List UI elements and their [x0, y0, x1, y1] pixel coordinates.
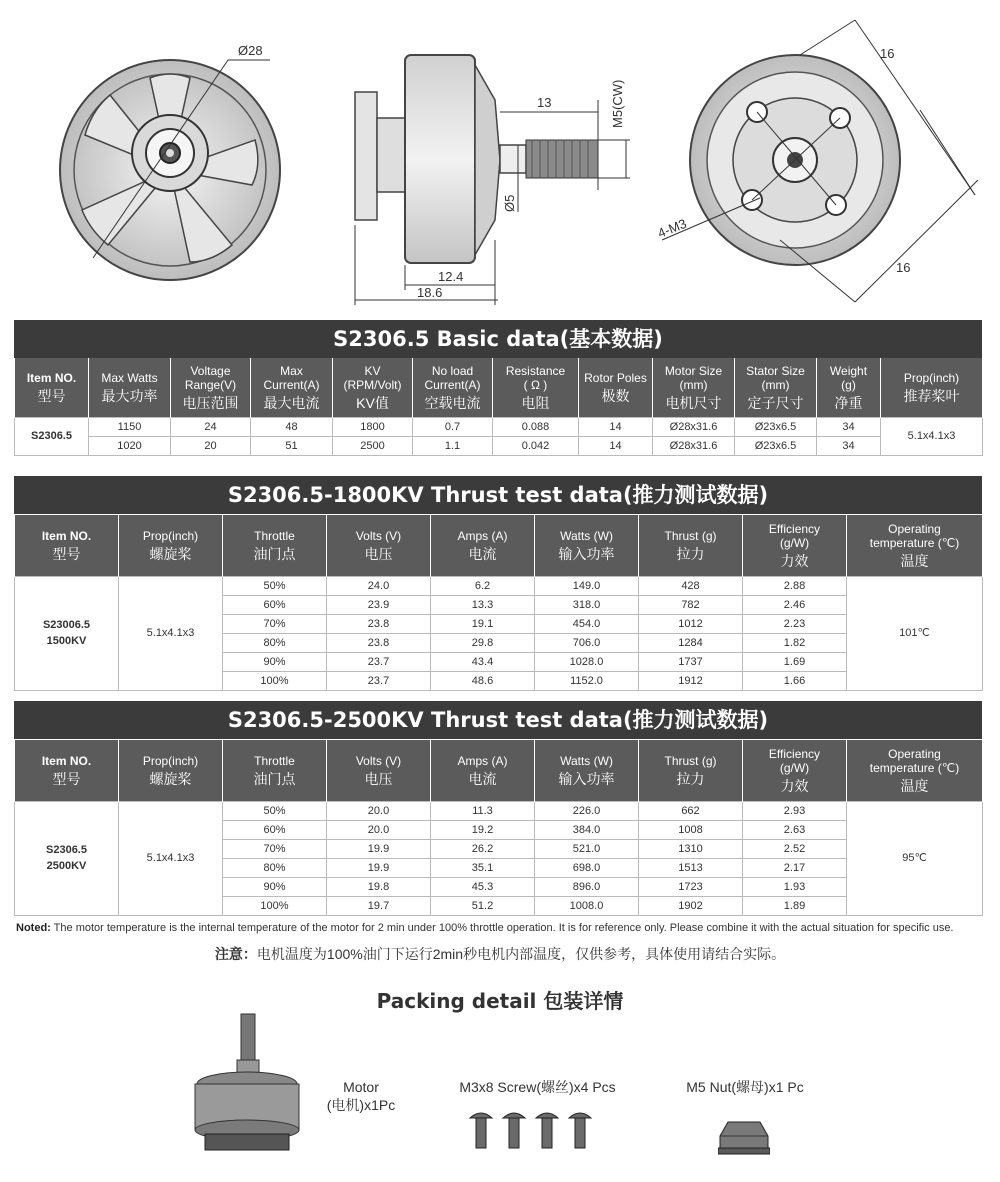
thrust-1800kv-cell: 2.88 — [743, 576, 847, 595]
thrust-1800kv-cell: 24.0 — [327, 576, 431, 595]
length-12-4-label: 12.4 — [438, 269, 464, 284]
thrust-2500kv-cell: 662 — [639, 801, 743, 820]
thrust-1800kv-cell: 428 — [639, 576, 743, 595]
thrust-1800kv-header-en: Thrust (g) — [664, 529, 717, 544]
thrust-2500kv-header-en: Throttle — [254, 754, 295, 769]
mount-16-top-label: 16 — [880, 46, 895, 61]
thrust-2500kv-header-2 — [223, 740, 327, 801]
thrust-2500kv-cell: 80% — [223, 858, 327, 877]
thrust-2500kv-cell: 51.2 — [431, 896, 535, 915]
basic-row-2 — [15, 436, 983, 455]
thrust-2500kv-header-cn: 力效 — [780, 778, 809, 795]
basic-cell: 1150 — [89, 417, 171, 436]
basic-prop-cell: 5.1x4.1x3 — [881, 417, 983, 455]
motor-rear-view — [662, 20, 978, 302]
motor-front-view — [60, 60, 280, 280]
thrust-2500kv-header-1 — [119, 740, 223, 801]
thrust-2500kv-cell: 2.52 — [743, 839, 847, 858]
basic-header-en: KV (RPM/Volt) — [343, 364, 402, 393]
thrust-1800kv-header-1 — [119, 515, 223, 576]
thrust-1800kv-header-en: Item NO. — [41, 529, 92, 544]
thrust-2500kv-cell: 19.9 — [327, 858, 431, 877]
thrust-2500kv-cell: 698.0 — [535, 858, 639, 877]
motor-package-image — [185, 1012, 310, 1162]
thrust-2500kv-temp-cell: 95℃ — [847, 801, 983, 915]
shaft-label: Ø5 — [502, 194, 517, 212]
thrust-1800kv-cell: 1.82 — [743, 633, 847, 652]
thrust-1800kv-cell: 29.8 — [431, 633, 535, 652]
motor-side-view — [355, 55, 630, 305]
basic-cell: 1800 — [333, 417, 413, 436]
basic-header-en: No load Current(A) — [424, 364, 481, 393]
basic-cell: 14 — [579, 417, 653, 436]
thrust-1800kv-header-cn: 油门点 — [253, 546, 296, 563]
thrust-2500kv-cell: 100% — [223, 896, 327, 915]
basic-cell: 34 — [817, 436, 881, 455]
thrust-1800kv-cell: 19.1 — [431, 614, 535, 633]
basic-header-cn: 最大电流 — [263, 395, 320, 412]
thrust-2500kv-header-cn: 拉力 — [676, 771, 705, 788]
thrust-2500kv-row — [15, 801, 983, 820]
thrust-1800kv-header-en: Watts (W) — [560, 529, 613, 544]
thrust-1800kv-cell: 1912 — [639, 671, 743, 690]
thrust-2500kv-header-en: Amps (A) — [457, 754, 508, 769]
basic-header-cn: 最大功率 — [101, 388, 158, 405]
thrust-2500kv-cell: 60% — [223, 820, 327, 839]
basic-header-4 — [333, 358, 413, 417]
thrust-1800kv-header-en: Efficiency (g/W) — [768, 522, 821, 551]
thrust-1800kv-cell: 50% — [223, 576, 327, 595]
thrust-2500kv-cell: 26.2 — [431, 839, 535, 858]
thrust-2500kv-cell: 2.93 — [743, 801, 847, 820]
thrust-2500kv-cell: 50% — [223, 801, 327, 820]
thrust-1800kv-cell: 6.2 — [431, 576, 535, 595]
basic-header-8 — [653, 358, 735, 417]
thrust-1800kv-cell: 782 — [639, 595, 743, 614]
thrust-1800kv-header-row — [15, 515, 983, 576]
basic-cell: 34 — [817, 417, 881, 436]
thrust-2500kv-header-en: Thrust (g) — [664, 754, 717, 769]
nut-label: M5 Nut(螺母)x1 Pc — [686, 1079, 804, 1095]
basic-data-table — [14, 358, 983, 456]
thrust-2500kv-prop-cell: 5.1x4.1x3 — [119, 801, 223, 915]
thrust-1800kv-header-cn: 拉力 — [676, 546, 705, 563]
thrust-1800kv-header-cn: 螺旋桨 — [149, 546, 192, 563]
thrust-1800kv-cell: 1.69 — [743, 652, 847, 671]
thrust-1800kv-cell: 1152.0 — [535, 671, 639, 690]
basic-header-cn: 空载电流 — [424, 395, 481, 412]
thrust-2500kv-item-cell: S2306.5 2500KV — [15, 801, 119, 915]
basic-cell: 14 — [579, 436, 653, 455]
note-text: The motor temperature is the internal temperature of the motor for 2 min under 100% throttle operation. It is for reference only. Please combine it with the actual situation for specific use. — [50, 922, 954, 934]
basic-cell: 0.088 — [493, 417, 579, 436]
thrust-1800kv-header-2 — [223, 515, 327, 576]
basic-cell: Ø28x31.6 — [653, 417, 735, 436]
thrust-1800kv-title: S2306.5-1800KV Thrust test data(推力测试数据) — [14, 476, 982, 514]
thrust-1800kv-cell: 2.46 — [743, 595, 847, 614]
thrust-2500kv-header-en: Efficiency (g/W) — [768, 747, 821, 776]
basic-header-cn: 推荐桨叶 — [903, 388, 960, 405]
note-label: Noted: — [16, 922, 51, 934]
thrust-1800kv-prop-cell: 5.1x4.1x3 — [119, 576, 223, 690]
basic-header-11 — [881, 358, 983, 417]
thrust-1800kv-header-en: Amps (A) — [457, 529, 508, 544]
thrust-1800kv-cell: 23.8 — [327, 614, 431, 633]
thrust-1800kv-header-en: Volts (V) — [355, 529, 402, 544]
thread-label: M5(CW) — [610, 79, 625, 128]
thrust-1800kv-cell: 48.6 — [431, 671, 535, 690]
thrust-1800kv-header-0 — [15, 515, 119, 576]
basic-cell: 2500 — [333, 436, 413, 455]
thrust-1800kv-header-6 — [639, 515, 743, 576]
basic-header-en: Rotor Poles — [584, 371, 647, 386]
thrust-1800kv-header-cn: 输入功率 — [558, 546, 615, 563]
thrust-2500kv-header-cn: 电压 — [364, 771, 393, 788]
note-cn — [0, 944, 1000, 964]
basic-cell: 51 — [251, 436, 333, 455]
basic-header-cn: 电压范围 — [182, 395, 239, 412]
basic-item-cell: S2306.5 — [15, 417, 89, 455]
basic-header-2 — [171, 358, 251, 417]
basic-header-9 — [735, 358, 817, 417]
note-cn-label: 注意： — [214, 946, 257, 962]
basic-header-cn: 定子尺寸 — [747, 395, 804, 412]
thrust-1800kv-header-cn: 力效 — [780, 553, 809, 570]
thrust-1800kv-cell: 23.7 — [327, 652, 431, 671]
basic-header-en: Weight (g) — [829, 364, 868, 393]
thrust-1800kv-cell: 318.0 — [535, 595, 639, 614]
thrust-2500kv-cell: 1008 — [639, 820, 743, 839]
thrust-1800kv-cell: 1737 — [639, 652, 743, 671]
basic-header-cn: KV值 — [356, 395, 389, 412]
note-en — [16, 922, 986, 934]
basic-cell: 20 — [171, 436, 251, 455]
thrust-2500kv-cell: 19.8 — [327, 877, 431, 896]
screw-holes-label: 4-M3 — [655, 215, 689, 241]
thrust-2500kv-cell: 45.3 — [431, 877, 535, 896]
thrust-1800kv-table — [14, 515, 983, 691]
thrust-2500kv-cell: 20.0 — [327, 801, 431, 820]
thrust-2500kv-cell: 90% — [223, 877, 327, 896]
thrust-2500kv-header-cn: 油门点 — [253, 771, 296, 788]
thrust-2500kv-cell: 1513 — [639, 858, 743, 877]
basic-header-1 — [89, 358, 171, 417]
thrust-2500kv-cell: 1.89 — [743, 896, 847, 915]
thrust-2500kv-header-en: Item NO. — [41, 754, 92, 769]
thrust-2500kv-header-4 — [431, 740, 535, 801]
basic-header-10 — [817, 358, 881, 417]
thrust-2500kv-cell: 1310 — [639, 839, 743, 858]
basic-cell: Ø23x6.5 — [735, 417, 817, 436]
thrust-2500kv-header-3 — [327, 740, 431, 801]
basic-header-en: Stator Size (mm) — [746, 364, 805, 393]
motor-label — [318, 1078, 404, 1114]
basic-cell: 48 — [251, 417, 333, 436]
thrust-1800kv-cell: 149.0 — [535, 576, 639, 595]
thrust-2500kv-header-0 — [15, 740, 119, 801]
thrust-1800kv-header-5 — [535, 515, 639, 576]
thrust-1800kv-cell: 23.7 — [327, 671, 431, 690]
basic-header-cn: 极数 — [601, 388, 630, 405]
basic-header-row — [15, 358, 983, 417]
thrust-2500kv-cell: 20.0 — [327, 820, 431, 839]
basic-cell: Ø23x6.5 — [735, 436, 817, 455]
thrust-1800kv-header-7 — [743, 515, 847, 576]
thrust-1800kv-header-en: Throttle — [254, 529, 295, 544]
basic-header-en: Max Current(A) — [263, 364, 320, 393]
packing-title: Packing detail 包装详情 — [376, 989, 624, 1013]
thrust-2500kv-cell: 226.0 — [535, 801, 639, 820]
diameter-label: Ø28 — [238, 43, 263, 58]
thrust-1800kv-cell: 1012 — [639, 614, 743, 633]
thrust-2500kv-cell: 19.9 — [327, 839, 431, 858]
basic-header-en: Prop(inch) — [903, 371, 960, 386]
thrust-1800kv-cell: 1284 — [639, 633, 743, 652]
thrust-1800kv-header-cn: 电压 — [364, 546, 393, 563]
basic-cell: 1.1 — [413, 436, 493, 455]
thrust-2500kv-table — [14, 740, 983, 916]
motor-label-line1: Motor — [343, 1079, 379, 1095]
thrust-1800kv-cell: 70% — [223, 614, 327, 633]
basic-header-cn: 净重 — [834, 395, 863, 412]
basic-cell: 1020 — [89, 436, 171, 455]
thrust-1800kv-cell: 454.0 — [535, 614, 639, 633]
mount-16-bottom-label: 16 — [896, 260, 911, 275]
motor-label-line2: (电机)x1Pc — [326, 1097, 396, 1113]
basic-header-cn: 电机尺寸 — [665, 395, 722, 412]
basic-header-en: Max Watts — [101, 371, 158, 386]
basic-header-en: Voltage Range(V) — [184, 364, 237, 393]
thrust-2500kv-header-cn: 型号 — [52, 771, 81, 788]
thrust-2500kv-cell: 384.0 — [535, 820, 639, 839]
thrust-1800kv-header-3 — [327, 515, 431, 576]
basic-header-en: Item NO. — [26, 371, 77, 386]
thrust-1800kv-temp-cell: 101℃ — [847, 576, 983, 690]
thrust-2500kv-cell: 1.93 — [743, 877, 847, 896]
thrust-2500kv-cell: 19.7 — [327, 896, 431, 915]
thrust-2500kv-cell: 1723 — [639, 877, 743, 896]
thrust-2500kv-cell: 70% — [223, 839, 327, 858]
basic-cell: 0.7 — [413, 417, 493, 436]
thrust-1800kv-cell: 706.0 — [535, 633, 639, 652]
thrust-2500kv-cell: 1902 — [639, 896, 743, 915]
basic-row-1 — [15, 417, 983, 436]
thrust-2500kv-header-en: Operating temperature (℃) — [869, 747, 960, 776]
thrust-1800kv-cell: 100% — [223, 671, 327, 690]
thrust-1800kv-header-en: Prop(inch) — [142, 529, 199, 544]
technical-drawings — [0, 0, 1000, 312]
length-18-6-label: 18.6 — [417, 285, 443, 300]
thrust-1800kv-cell: 80% — [223, 633, 327, 652]
thrust-2500kv-header-8 — [847, 740, 983, 801]
thrust-1800kv-cell: 2.23 — [743, 614, 847, 633]
screw-package-image — [468, 1108, 598, 1156]
thrust-2500kv-header-en: Volts (V) — [355, 754, 402, 769]
thrust-2500kv-header-cn: 螺旋桨 — [149, 771, 192, 788]
length-13-label: 13 — [537, 95, 552, 110]
thrust-1800kv-header-8 — [847, 515, 983, 576]
thrust-1800kv-cell: 60% — [223, 595, 327, 614]
basic-header-5 — [413, 358, 493, 417]
thrust-2500kv-header-cn: 输入功率 — [558, 771, 615, 788]
thrust-1800kv-cell: 1.66 — [743, 671, 847, 690]
thrust-1800kv-header-4 — [431, 515, 535, 576]
thrust-2500kv-header-5 — [535, 740, 639, 801]
thrust-2500kv-header-7 — [743, 740, 847, 801]
thrust-1800kv-item-cell: S23006.5 1500KV — [15, 576, 119, 690]
thrust-2500kv-header-cn: 温度 — [900, 778, 929, 795]
basic-cell: 0.042 — [493, 436, 579, 455]
thrust-1800kv-header-cn: 型号 — [52, 546, 81, 563]
thrust-2500kv-header-row — [15, 740, 983, 801]
thrust-2500kv-header-cn: 电流 — [468, 771, 497, 788]
nut-package-image — [718, 1118, 770, 1156]
thrust-1800kv-cell: 90% — [223, 652, 327, 671]
thrust-2500kv-cell: 521.0 — [535, 839, 639, 858]
thrust-1800kv-cell: 23.8 — [327, 633, 431, 652]
thrust-2500kv-cell: 19.2 — [431, 820, 535, 839]
note-cn-text: 电机温度为100%油门下运行2min秒电机内部温度，仅供参考，具体使用请结合实际。 — [256, 946, 786, 962]
screw-label: M3x8 Screw(螺丝)x4 Pcs — [459, 1079, 616, 1095]
basic-header-6 — [493, 358, 579, 417]
thrust-1800kv-cell: 43.4 — [431, 652, 535, 671]
thrust-1800kv-header-cn: 温度 — [900, 553, 929, 570]
basic-data-title: S2306.5 Basic data(基本数据) — [14, 320, 982, 358]
thrust-1800kv-header-en: Operating temperature (℃) — [869, 522, 960, 551]
basic-cell: 24 — [171, 417, 251, 436]
basic-header-en: Motor Size (mm) — [664, 364, 723, 393]
basic-header-cn: 型号 — [37, 388, 66, 405]
basic-header-7 — [579, 358, 653, 417]
thrust-2500kv-cell: 35.1 — [431, 858, 535, 877]
thrust-2500kv-cell: 896.0 — [535, 877, 639, 896]
thrust-2500kv-cell: 2.63 — [743, 820, 847, 839]
basic-header-en: Resistance ( Ω ) — [505, 364, 566, 393]
thrust-1800kv-cell: 1028.0 — [535, 652, 639, 671]
thrust-2500kv-title: S2306.5-2500KV Thrust test data(推力测试数据) — [14, 701, 982, 739]
thrust-1800kv-cell: 23.9 — [327, 595, 431, 614]
basic-cell: Ø28x31.6 — [653, 436, 735, 455]
thrust-2500kv-header-en: Watts (W) — [560, 754, 613, 769]
basic-header-0 — [15, 358, 89, 417]
basic-header-cn: 电阻 — [521, 395, 550, 412]
thrust-2500kv-header-6 — [639, 740, 743, 801]
thrust-1800kv-header-cn: 电流 — [468, 546, 497, 563]
thrust-2500kv-cell: 11.3 — [431, 801, 535, 820]
basic-header-3 — [251, 358, 333, 417]
thrust-2500kv-cell: 1008.0 — [535, 896, 639, 915]
thrust-1800kv-cell: 13.3 — [431, 595, 535, 614]
thrust-2500kv-header-en: Prop(inch) — [142, 754, 199, 769]
thrust-2500kv-cell: 2.17 — [743, 858, 847, 877]
thrust-1800kv-row — [15, 576, 983, 595]
